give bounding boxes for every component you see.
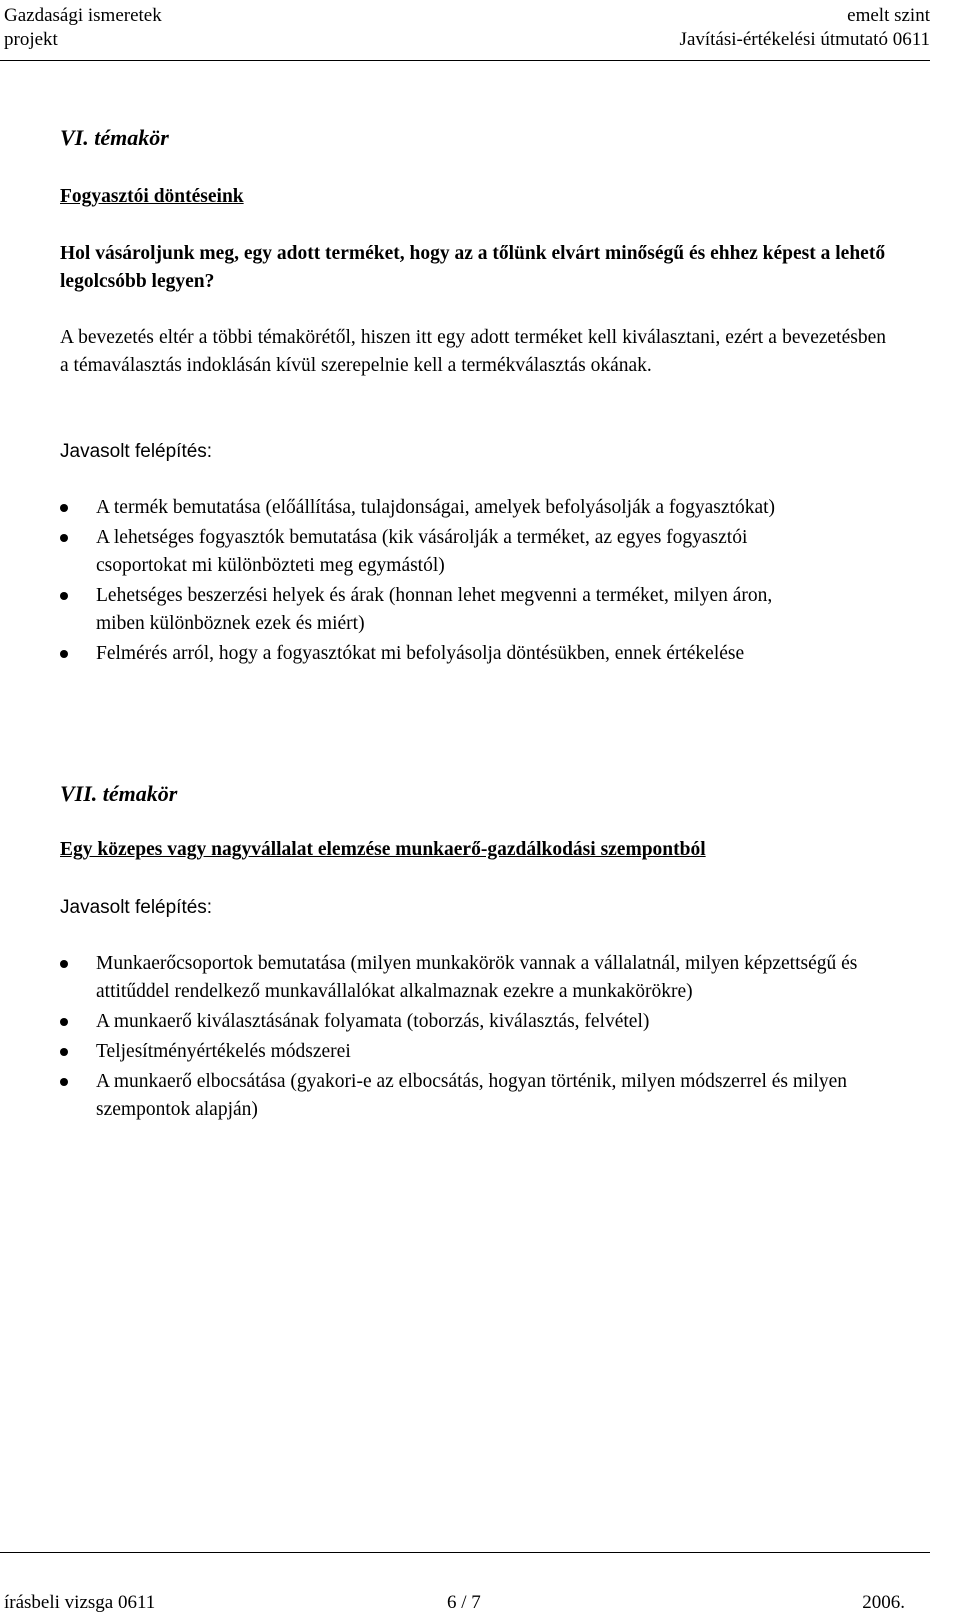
list-item: A munkaerő elbocsátása (gyakori-e az elbocsátás, hogyan történik, milyen módszerrel és milyen szempontok alapján) [60, 1068, 880, 1124]
list-item: Munkaerőcsoportok bemutatása (milyen munkakörök vannak a vállalatnál, milyen képzettségű és attitűddel rendelkező munkavállalókat alkalmaznak ezekre a munkakörökre) [60, 950, 880, 1006]
footer-divider [0, 1552, 930, 1553]
bullet-icon [60, 1018, 68, 1026]
section-6-heading: VI. témakör [60, 125, 169, 150]
header-guide: Javítási-értékelési útmutató 0611 [679, 29, 930, 50]
bullet-icon [60, 1048, 68, 1056]
section-6-title: Fogyasztói döntéseink [60, 186, 244, 207]
header-subject: Gazdasági ismeretek [4, 5, 162, 26]
bullet-icon [60, 1078, 68, 1086]
list-item: Felmérés arról, hogy a fogyasztókat mi befolyásolja döntésükben, ennek értékelése [60, 640, 820, 668]
bullet-icon [60, 534, 68, 542]
section-6-proposed-label: Javasolt felépítés: [60, 441, 213, 462]
header-level: emelt szint [847, 5, 930, 26]
list-item: Lehetséges beszerzési helyek és árak (honnan lehet megvenni a terméket, milyen áron, miben különböznek ezek és miért) [60, 582, 820, 638]
bullet-icon [60, 960, 68, 968]
bullet-icon [60, 592, 68, 600]
list-item: A termék bemutatása (előállítása, tulajdonságai, amelyek befolyásolják a fogyasztókat) [60, 494, 820, 522]
section-6-bullet-list [60, 494, 820, 670]
bullet-icon [60, 650, 68, 658]
section-6-intro: A bevezetés eltér a többi témakörétől, hiszen itt egy adott terméket kell kiválasztani, ezért a bevezetésben a témaválasztás indoklásán kívül szerepelnie kell a termékválasztás okának. [60, 327, 886, 376]
list-item: A munkaerő kiválasztásának folyamata (toborzás, kiválasztás, felvétel) [60, 1008, 880, 1036]
section-7-proposed-label: Javasolt felépítés: [60, 897, 213, 918]
list-item: A lehetséges fogyasztók bemutatása (kik vásárolják a terméket, az egyes fogyasztói csoportokat mi különbözteti meg egymástól) [60, 524, 820, 580]
footer-exam: írásbeli vizsga 0611 [4, 1592, 156, 1613]
list-item: Teljesítményértékelés módszerei [60, 1038, 880, 1066]
section-6-question: Hol vásároljunk meg, egy adott terméket, hogy az a tőlünk elvárt minőségű és ehhez képest a lehető legolcsóbb legyen? [60, 243, 886, 292]
bullet-icon [60, 504, 68, 512]
footer-year: 2006. [862, 1592, 905, 1613]
section-7-bullet-list [60, 950, 880, 1126]
header-divider [0, 60, 930, 61]
section-7-heading: VII. témakör [60, 781, 178, 806]
section-7-title: Egy közepes vagy nagyvállalat elemzése munkaerő-gazdálkodási szempontból [60, 839, 706, 860]
header-part: projekt [4, 29, 58, 50]
page-number: 6 / 7 [447, 1592, 481, 1613]
